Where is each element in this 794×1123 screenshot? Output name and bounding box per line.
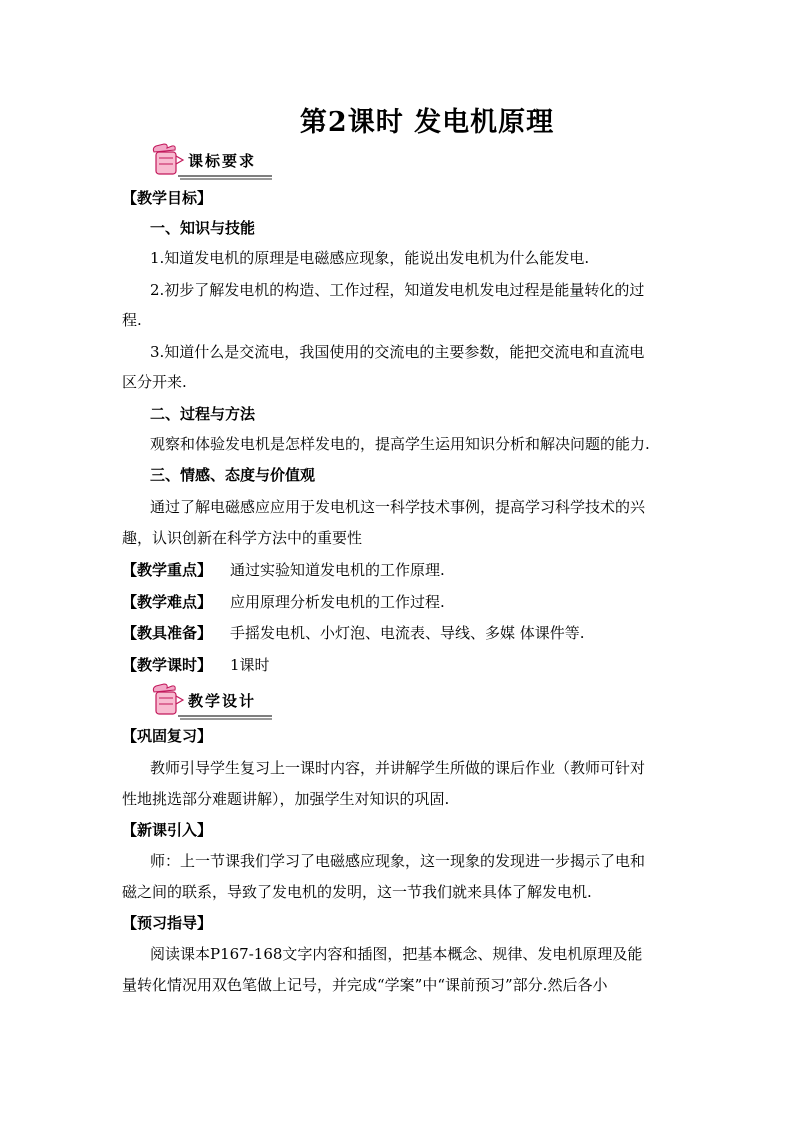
difficulty-row — [122, 592, 682, 612]
paragraph-line: 观察和体验发电机是怎样发电的，提高学生运用知识分析和解决问题的能力. — [150, 435, 650, 453]
section-heading: 【预习指导】 — [122, 914, 213, 932]
field-value: 通过实验知道发电机的工作原理. — [230, 561, 445, 579]
tools-row — [122, 623, 682, 643]
subsection-heading: 二、过程与方法 — [150, 405, 256, 423]
section-badge-design — [150, 682, 274, 722]
key-point-row — [122, 560, 682, 580]
badge-label: 课标要求 — [188, 152, 257, 170]
paragraph-line: 磁之间的联系，导致了发电机的发明，这一节我们就来具体了解发电机. — [122, 883, 592, 901]
field-label: 【教学重点】 — [122, 561, 213, 579]
page-title: 第2课时 发电机原理 — [299, 107, 555, 138]
paragraph-line: 区分开来. — [122, 373, 187, 391]
paragraph-line: 阅读课本P167-168文字内容和插图，把基本概念、规律、发电机原理及能 — [150, 945, 643, 963]
subsection-heading: 一、知识与技能 — [150, 219, 256, 237]
field-label: 【教学课时】 — [122, 656, 213, 674]
paragraph-line: 趣，认识创新在科学方法中的重要性 — [122, 529, 363, 547]
paragraph-line: 3.知道什么是交流电，我国使用的交流电的主要参数，能把交流电和直流电 — [150, 343, 645, 361]
badge-label: 教学设计 — [188, 692, 257, 710]
section-heading: 【新课引入】 — [122, 821, 213, 839]
paragraph-line: 量转化情况用双色笔做上记号，并完成“学案”中“课前预习”部分.然后各小 — [122, 976, 608, 994]
paragraph-line: 程. — [122, 311, 142, 329]
paragraph-line: 通过了解电磁感应应用于发电机这一科学技术事例，提高学习科学技术的兴 — [150, 498, 646, 516]
paragraph-line: 师：上一节课我们学习了电磁感应现象，这一现象的发现进一步揭示了电和 — [150, 852, 646, 870]
section-heading: 【教学目标】 — [122, 189, 213, 207]
field-label: 【教学难点】 — [122, 593, 213, 611]
subsection-heading: 三、情感、态度与价值观 — [150, 466, 316, 484]
hours-row — [122, 655, 682, 675]
paragraph-line: 2.初步了解发电机的构造、工作过程，知道发电机发电过程是能量转化的过 — [150, 281, 645, 299]
field-value: 应用原理分析发电机的工作过程. — [230, 593, 445, 611]
section-heading: 【巩固复习】 — [122, 727, 213, 745]
section-badge-curriculum — [150, 142, 274, 182]
paragraph-line: 1.知道发电机的原理是电磁感应现象，能说出发电机为什么能发电. — [150, 249, 590, 267]
field-value: 手摇发电机、小灯泡、电流表、导线、多媒 体课件等. — [230, 624, 585, 642]
paragraph-line: 教师引导学生复习上一课时内容，并讲解学生所做的课后作业（教师可针对 — [150, 759, 646, 777]
field-value: 1课时 — [230, 656, 270, 674]
paragraph-line: 性地挑选部分难题讲解），加强学生对知识的巩固. — [122, 790, 450, 808]
field-label: 【教具准备】 — [122, 624, 213, 642]
